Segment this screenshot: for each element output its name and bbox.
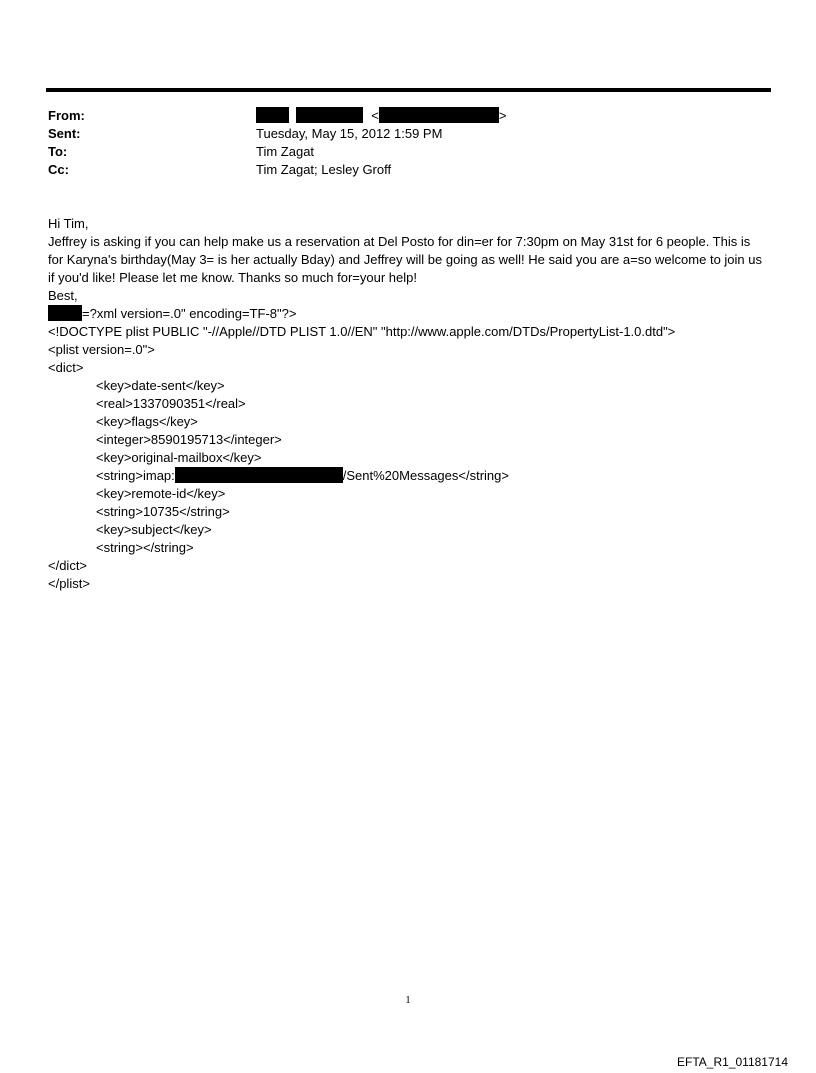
imap-suffix: /Sent%20Messages</string> xyxy=(342,468,509,483)
plist-line: <integer>8590195713</integer> xyxy=(96,432,282,447)
dict-close: </dict> xyxy=(48,558,88,573)
plist-line: <key>flags</key> xyxy=(96,414,198,429)
redaction-block xyxy=(256,107,289,123)
imap-line xyxy=(48,467,768,485)
dict-open: <dict> xyxy=(48,360,84,375)
cc-value: Tim Zagat; Lesley Groff xyxy=(256,162,392,177)
message-paragraph: Jeffrey is asking if you can help make us a reservation at Del Posto for din=er for 7:30pm on May 31st for 6 people. This is for Karyna's birthday(May 3= is her actually Bday) and Jeffrey will be going as well! He said you are a=so welcome to join us if you'd like! Please let me know. Thanks so much for=your help! xyxy=(48,234,762,285)
greeting: Hi Tim, xyxy=(48,216,89,231)
plist-line: <key>original-mailbox</key> xyxy=(96,450,262,465)
cc-label: Cc: xyxy=(48,162,69,177)
plist-line: <string></string> xyxy=(96,540,194,555)
sent-label: Sent: xyxy=(48,126,81,141)
redaction-block xyxy=(296,107,363,123)
signoff: Best, xyxy=(48,288,78,303)
to-value: Tim Zagat xyxy=(256,144,315,159)
document-id: EFTA_R1_01181714 xyxy=(677,1055,788,1069)
plist-line: <key>remote-id</key> xyxy=(96,486,226,501)
from-lt: < xyxy=(371,108,379,123)
plist-close: </plist> xyxy=(48,576,90,591)
email-body xyxy=(48,215,768,593)
to-label: To: xyxy=(48,144,68,159)
plist-line: <string>10735</string> xyxy=(96,504,230,519)
plist-line: <key>subject</key> xyxy=(96,522,212,537)
plist-line: <key>date-sent</key> xyxy=(96,378,225,393)
redaction-block xyxy=(379,107,499,123)
from-label: From: xyxy=(48,108,85,123)
imap-prefix: <string>imap: xyxy=(96,468,175,483)
from-gt: > xyxy=(498,108,507,123)
top-rule xyxy=(46,88,771,92)
sent-value: Tuesday, May 15, 2012 1:59 PM xyxy=(256,126,443,141)
doctype-line: <!DOCTYPE plist PUBLIC "-//Apple//DTD PLIST 1.0//EN" "http://www.apple.com/DTDs/PropertyList-1.0.dtd"> xyxy=(48,324,676,339)
page-number: 1 xyxy=(405,994,411,1006)
plist-line: <real>1337090351</real> xyxy=(96,396,246,411)
from-value xyxy=(256,107,506,125)
redaction-block xyxy=(48,305,82,321)
xml-declaration-line xyxy=(48,305,768,323)
redaction-block xyxy=(175,467,343,483)
plist-open: <plist version=.0"> xyxy=(48,342,155,357)
xml-declaration: =?xml version=.0" encoding=TF-8"?> xyxy=(82,306,297,321)
